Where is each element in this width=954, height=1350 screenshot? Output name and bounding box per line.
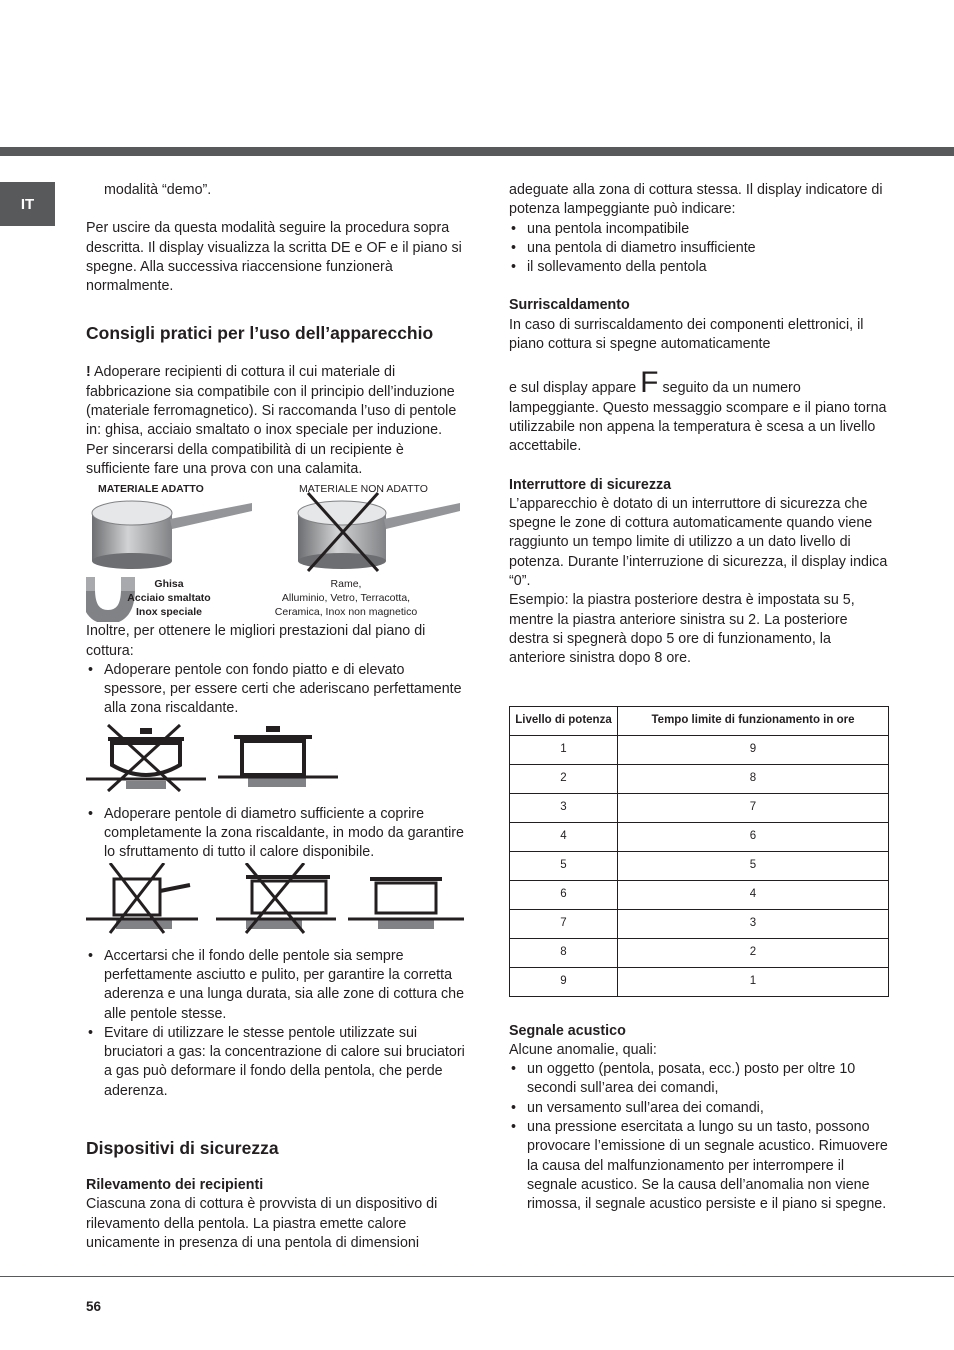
incompatible-pot-icon: [298, 501, 460, 569]
tips-list-b: [86, 805, 466, 863]
tips-list-c: [86, 947, 466, 1101]
ok-material-2: Acciaio smaltato: [127, 592, 211, 605]
no-material-2: Alluminio, Vetro, Terracotta,: [281, 592, 411, 605]
page-number: 56: [86, 1299, 102, 1314]
tip-flat-bottom: • Adoperare pentole con fondo piatto e di elevato spessore, per essere certi che aderiscano perfettamente alla zona riscaldante.: [86, 661, 466, 719]
ok-materials-caption: [124, 577, 214, 619]
tip-diameter: • Adoperare pentole di diametro sufficiente a coprire completamente la zona riscaldante, in modo da garantire lo sfruttamento di tutto il calore disponibile.: [86, 805, 466, 863]
material-figure: [86, 477, 466, 622]
continued-paragraph: adeguate alla zona di cottura stessa. Il display indicatore di potenza lampeggiante può indicare:: [509, 182, 883, 218]
table-row: [510, 880, 889, 909]
table-cell-level: 9: [510, 967, 618, 996]
subtitle-rilevamento: Rilevamento dei recipienti: [86, 1177, 264, 1194]
table-row: [510, 909, 889, 938]
language-tab: [0, 182, 55, 226]
cause-item: • una pentola incompatibile: [509, 220, 889, 239]
tips-list-a: [86, 661, 466, 719]
esempio-paragraph: Esempio: la piastra posteriore destra è impostata su 5, mentre la piastra anteriore sinistra su 2. La posteriore destra si spegnerà dopo 5 ore di funzionamento, la anteriore sinistra dopo 8 ore.: [509, 592, 855, 667]
table-cell-time: 7: [618, 793, 889, 822]
diameter-figure: [86, 863, 466, 945]
table-row: [510, 938, 889, 967]
ok-material-3: Inox speciale: [136, 606, 202, 619]
subtitle-surriscaldamento: Surriscaldamento: [509, 297, 630, 314]
table-row: [510, 822, 889, 851]
compatible-pot-icon: [92, 501, 252, 569]
table-cell-time: 6: [618, 822, 889, 851]
tip-gas-pots: • Evitare di utilizzare le stesse pentole utilizzate sui bruciatori a gas: la concentrazione di calore sui bruciatori a gas può deformare il fondo della pentola, che perde aderenza.: [86, 1024, 466, 1101]
ok-material-1: Ghisa: [154, 578, 184, 591]
no-material-3: Ceramica, Inox non magnetico: [274, 606, 418, 619]
table-cell-level: 5: [510, 851, 618, 880]
table-row: [510, 793, 889, 822]
anomaly-item: • una pressione esercitata a lungo su un tasto, possono provocare l’emissione di un segnale acustico. Rimuovere la causa del malfunzionamento per interrompere il segnale acustico. Se la causa dell’anomalia non viene rimossa, il segnale acustico persiste e il piano si spegne.: [509, 1118, 889, 1214]
no-material-1: Rame,: [330, 578, 362, 591]
table-cell-time: 8: [618, 764, 889, 793]
pot-deformed-icon: [86, 725, 206, 791]
warning-paragraph: [86, 363, 466, 479]
subtitle-interruttore: Interruttore di sicurezza: [509, 476, 672, 493]
rilevamento-paragraph: Ciascuna zona di cottura è provvista di un dispositivo di rilevamento della pentola. La piastra emette calore unicamente in presenza di una pentola di dimensioni: [86, 1196, 438, 1251]
table-cell-time: 1: [618, 967, 889, 996]
power-time-table: [509, 706, 889, 997]
warning-text: Adoperare recipienti di cottura il cui materiale di fabbricazione sia compatibile con il principio dell’induzione (materiale ferromagnetico). Si raccomanda l’uso di pentole in: ghisa, acciaio smaltato o inox speciale per induzione. Per sincerarsi della compatibilità di un recipiente è sufficiente fare una prova con una calamita.: [86, 364, 457, 477]
flat-bottom-figure: [86, 719, 466, 801]
table-header-row: [510, 706, 889, 735]
segnale-paragraph: Alcune anomalie, quali:: [509, 1041, 657, 1058]
table-cell-time: 3: [618, 909, 889, 938]
table-cell-time: 4: [618, 880, 889, 909]
left-column: [86, 181, 466, 1253]
table-row: [510, 764, 889, 793]
table-cell-level: 7: [510, 909, 618, 938]
label-ok-material: MATERIALE ADATTO: [98, 483, 204, 496]
table-row: [510, 851, 889, 880]
no-materials-caption: [261, 577, 431, 619]
footer-rule: [0, 1276, 954, 1277]
section-title-dispositivi: Dispositivi di sicurezza: [86, 1138, 279, 1159]
inoltre-paragraph: Inoltre, per ottenere le migliori prestazioni dal piano di cottura:: [86, 623, 426, 659]
display-causes-list: [509, 220, 889, 278]
surriscaldamento-paragraph-2: [509, 366, 889, 456]
surr-text-a: e sul display appare: [509, 380, 637, 397]
table-cell-level: 4: [510, 822, 618, 851]
table-cell-level: 2: [510, 764, 618, 793]
table-cell-time: 5: [618, 851, 889, 880]
table-cell-level: 1: [510, 735, 618, 764]
table-cell-time: 9: [618, 735, 889, 764]
table-row: [510, 967, 889, 996]
warning-mark: !: [86, 364, 91, 381]
table-header-level: Livello di potenza: [510, 706, 618, 735]
exit-demo-paragraph: Per uscire da questa modalità seguire la procedura sopra descritta. Il display visualizza la scritta DE e OF e il piano si spegne. Alla successiva riaccensione funzionerà normalmente.: [86, 220, 462, 295]
table-cell-level: 8: [510, 938, 618, 967]
right-column: [509, 181, 889, 1215]
table-row: [510, 735, 889, 764]
cause-item: • una pentola di diametro insufficiente: [509, 239, 889, 258]
pot-small-icon: [86, 863, 198, 933]
label-no-material: MATERIALE NON ADATTO: [299, 483, 428, 496]
surriscaldamento-paragraph-1: In caso di surriscaldamento dei componenti elettronici, il piano cottura si spegne automaticamente: [509, 316, 864, 353]
section-title-consigli: Consigli pratici per l’uso dell’apparecchio: [86, 323, 434, 344]
interruttore-paragraph: L’apparecchio è dotato di un interruttore di sicurezza che spegne le zone di cottura automaticamente quando viene raggiunto un tempo limite di utilizzo a un dato livello di potenza. Durante l’interruzione di sicurezza, il display indica “0”.: [509, 495, 888, 590]
table-cell-level: 6: [510, 880, 618, 909]
anomaly-item: • un oggetto (pentola, posata, ecc.) posto per oltre 10 secondi sull’area dei comandi,: [509, 1060, 889, 1099]
subtitle-segnale: Segnale acustico: [509, 1022, 626, 1039]
language-tab-label: IT: [20, 195, 35, 213]
table-header-time: Tempo limite di funzionamento in ore: [618, 706, 889, 735]
tip-dry-bottom: • Accertarsi che il fondo delle pentole sia sempre perfettamente asciutto e pulito, per garantire la corretta aderenza e una lunga durata, sia alle zone di cottura che alle pentole stesse.: [86, 947, 466, 1024]
pot-flat-icon: [218, 729, 338, 787]
header-bar: [0, 147, 954, 156]
pot-offset-icon: [216, 863, 336, 933]
table-cell-level: 3: [510, 793, 618, 822]
surr-text-b: seguito da un numero lampeggiante. Questo messaggio scompare e il piano torna utilizzabile non appena la temperatura è scesa a un livello accettabile.: [509, 380, 887, 455]
anomaly-item: • un versamento sull’area dei comandi,: [509, 1099, 889, 1118]
display-f-symbol: F: [640, 366, 659, 400]
demo-text: modalità “demo”.: [104, 182, 212, 198]
pot-correct-icon: [348, 879, 464, 929]
anomalies-list: [509, 1060, 889, 1214]
table-cell-time: 2: [618, 938, 889, 967]
cause-item: • il sollevamento della pentola: [509, 258, 889, 277]
